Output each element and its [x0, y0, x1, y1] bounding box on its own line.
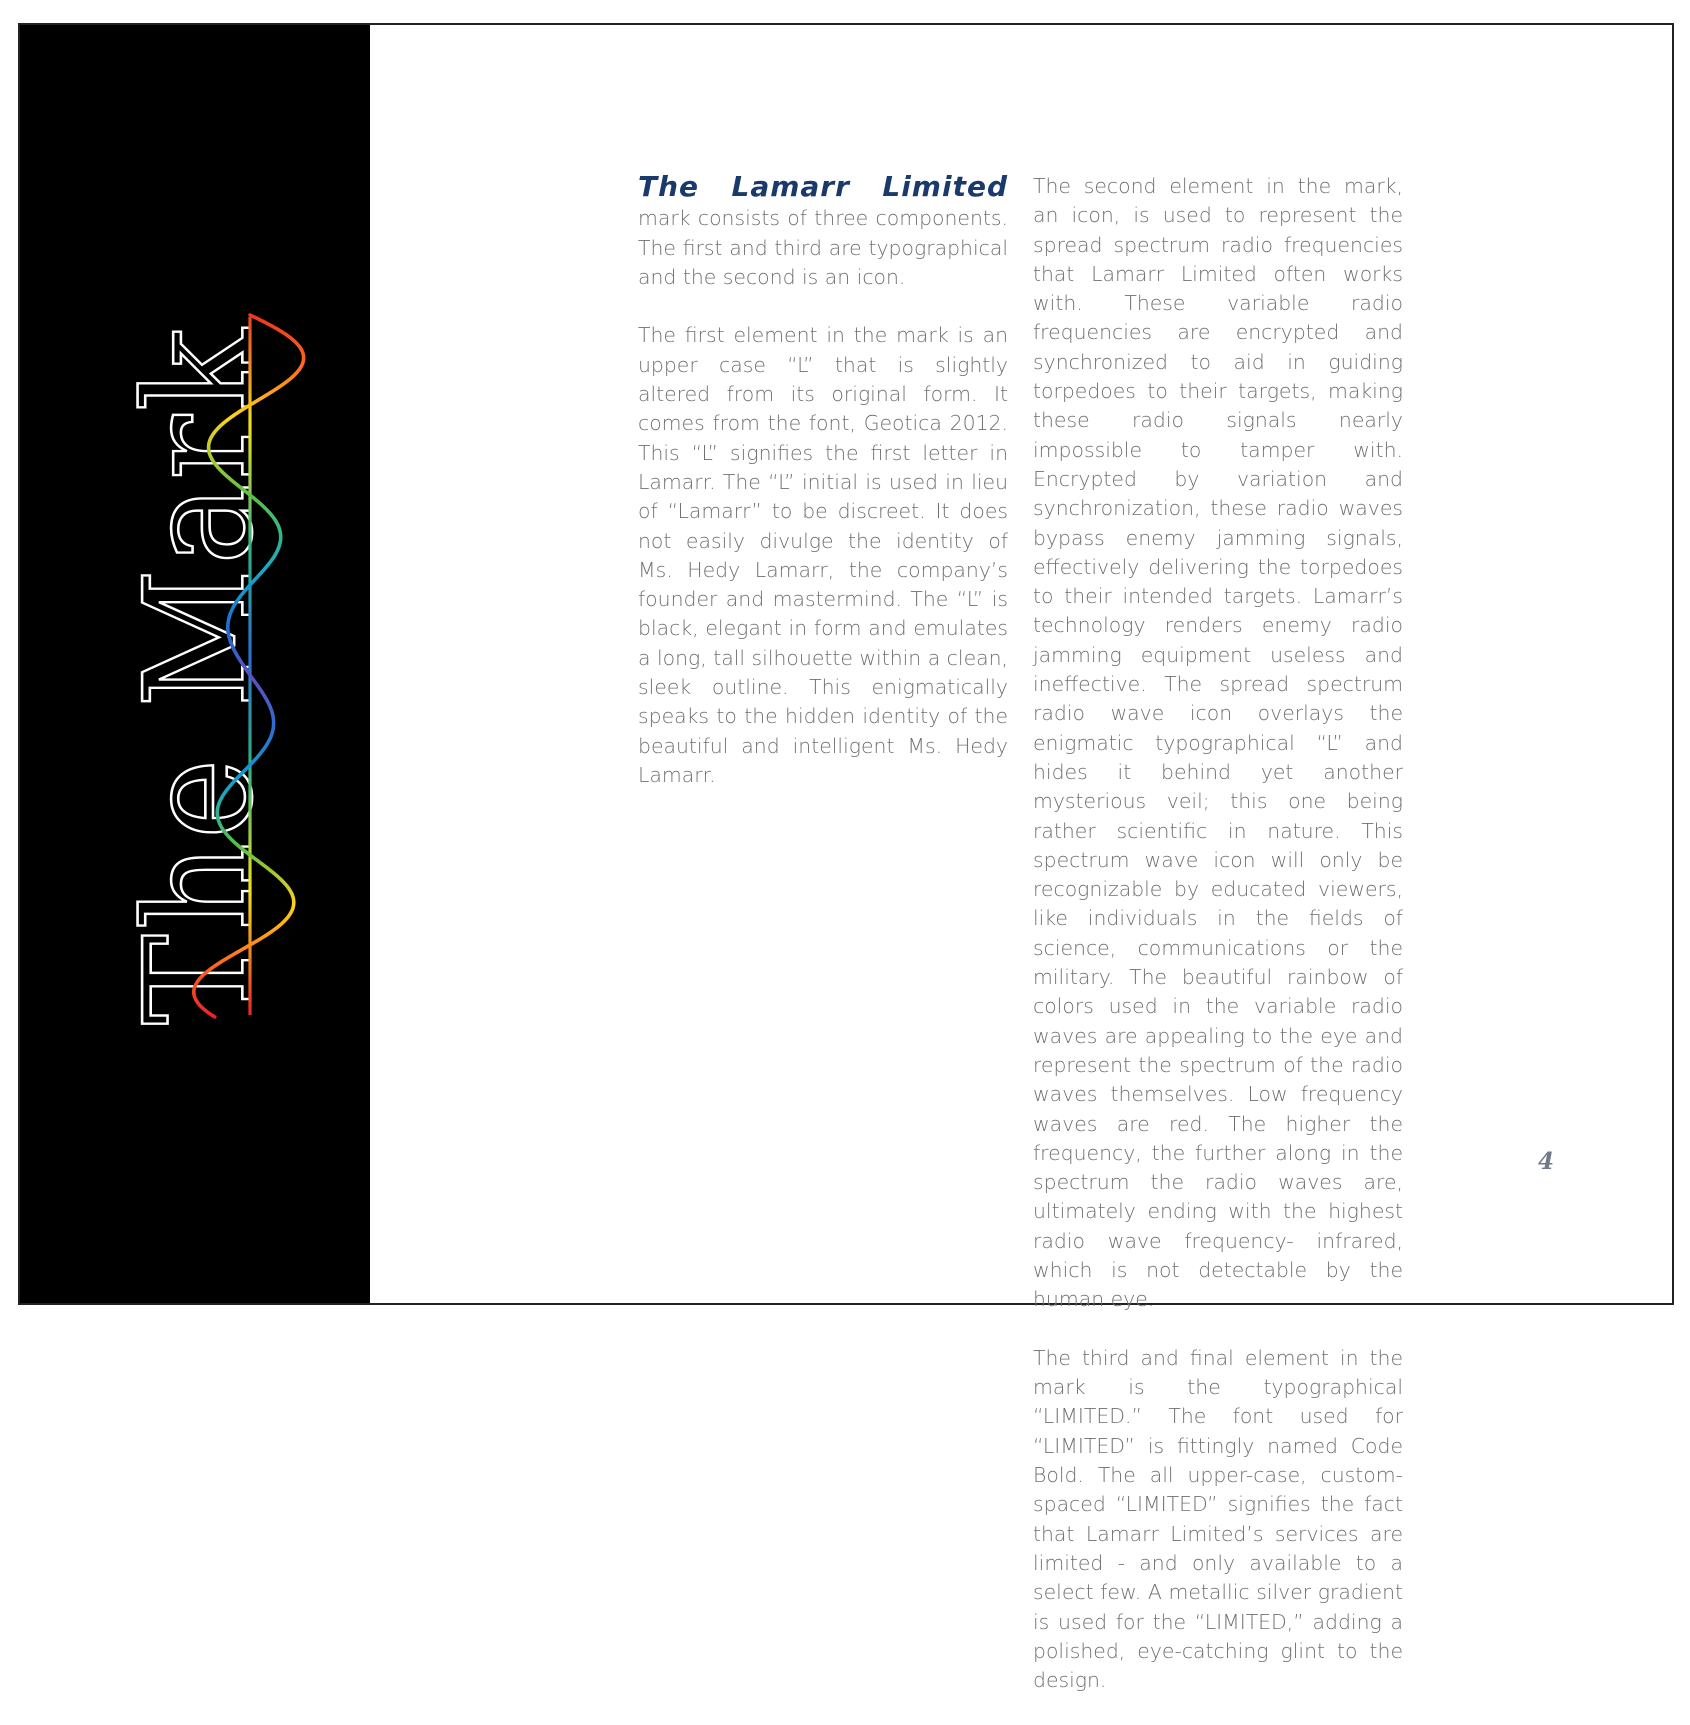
intro-text: mark consists of three components. The first and third are typographical and the second is an icon.: [638, 206, 1008, 289]
paragraph-second-element: The second element in the mark, an icon, is used to represent the spread spectrum radio frequencies that Lamarr Limited often works with. These variable radio frequencies are encrypted and synchronized to aid in guiding torpedoes to their targets, making these radio signals nearly impossible to tamper with. Encrypted by variation and synchronization, these radio waves bypass enemy jamming signals, effectively delivering the torpedoes to their intended targets. Lamarr’s technology renders enemy radio jamming equipment useless and ineffective. The spread spectrum radio wave icon overlays the enigmatic typographical “L” and hides it behind yet another mysterious veil; this one being rather scientific in nature. This spectrum wave icon will only be recognizable by educated viewers, like individuals in the fields of science, communications or the military. The beautiful rainbow of colors used in the variable radio waves are appealing to the eye and represent the spectrum of the radio waves themselves. Low frequency waves are red. The higher the frequency, the further along in the spectrum the radio waves are, ultimately ending with the highest radio wave frequency- infrared, which is not detectable by the human eye.: [1033, 174, 1403, 1312]
paragraph-first-element: The first element in the mark is an upper case “L” that is slightly altered from its original form. It comes from the font, Geotica 2012. This “L” signifies the first letter in Lamarr. The “L” initial is used in lieu of “Lamarr” to be discreet. It does not easily divulge the identity of Ms. Hedy Lamarr, the company’s founder and mastermind. The “L” is black, elegant in form and emulates a long, tall silhouette within a clean, sleek outline. This enigmatically speaks to the hidden identity of the beautiful and intelligent Ms. Hedy Lamarr.: [638, 323, 1009, 787]
lead-title: The Lamarr Limited: [638, 170, 1008, 203]
article-column-left: [638, 172, 1008, 820]
sidebar-art: [20, 25, 370, 1303]
sidebar-title: The Mark: [113, 264, 285, 1025]
intro-paragraph: [638, 172, 1008, 292]
article-column-right: [1033, 172, 1403, 1725]
paragraph-third-element: The third and final element in the mark is the typographical “LIMITED.” The font used for “LIMITED” is fittingly named Code Bold. The all upper-case, custom-spaced “LIMITED” signifies the fact that Lamarr Limited’s services are limited - and only available to a select few. A metallic silver gradient is used for the “LIMITED,” adding a polished, eye-catching glint to the design.: [1033, 1345, 1403, 1693]
page-number: 4: [1538, 1148, 1555, 1175]
sidebar-panel: [20, 25, 370, 1303]
